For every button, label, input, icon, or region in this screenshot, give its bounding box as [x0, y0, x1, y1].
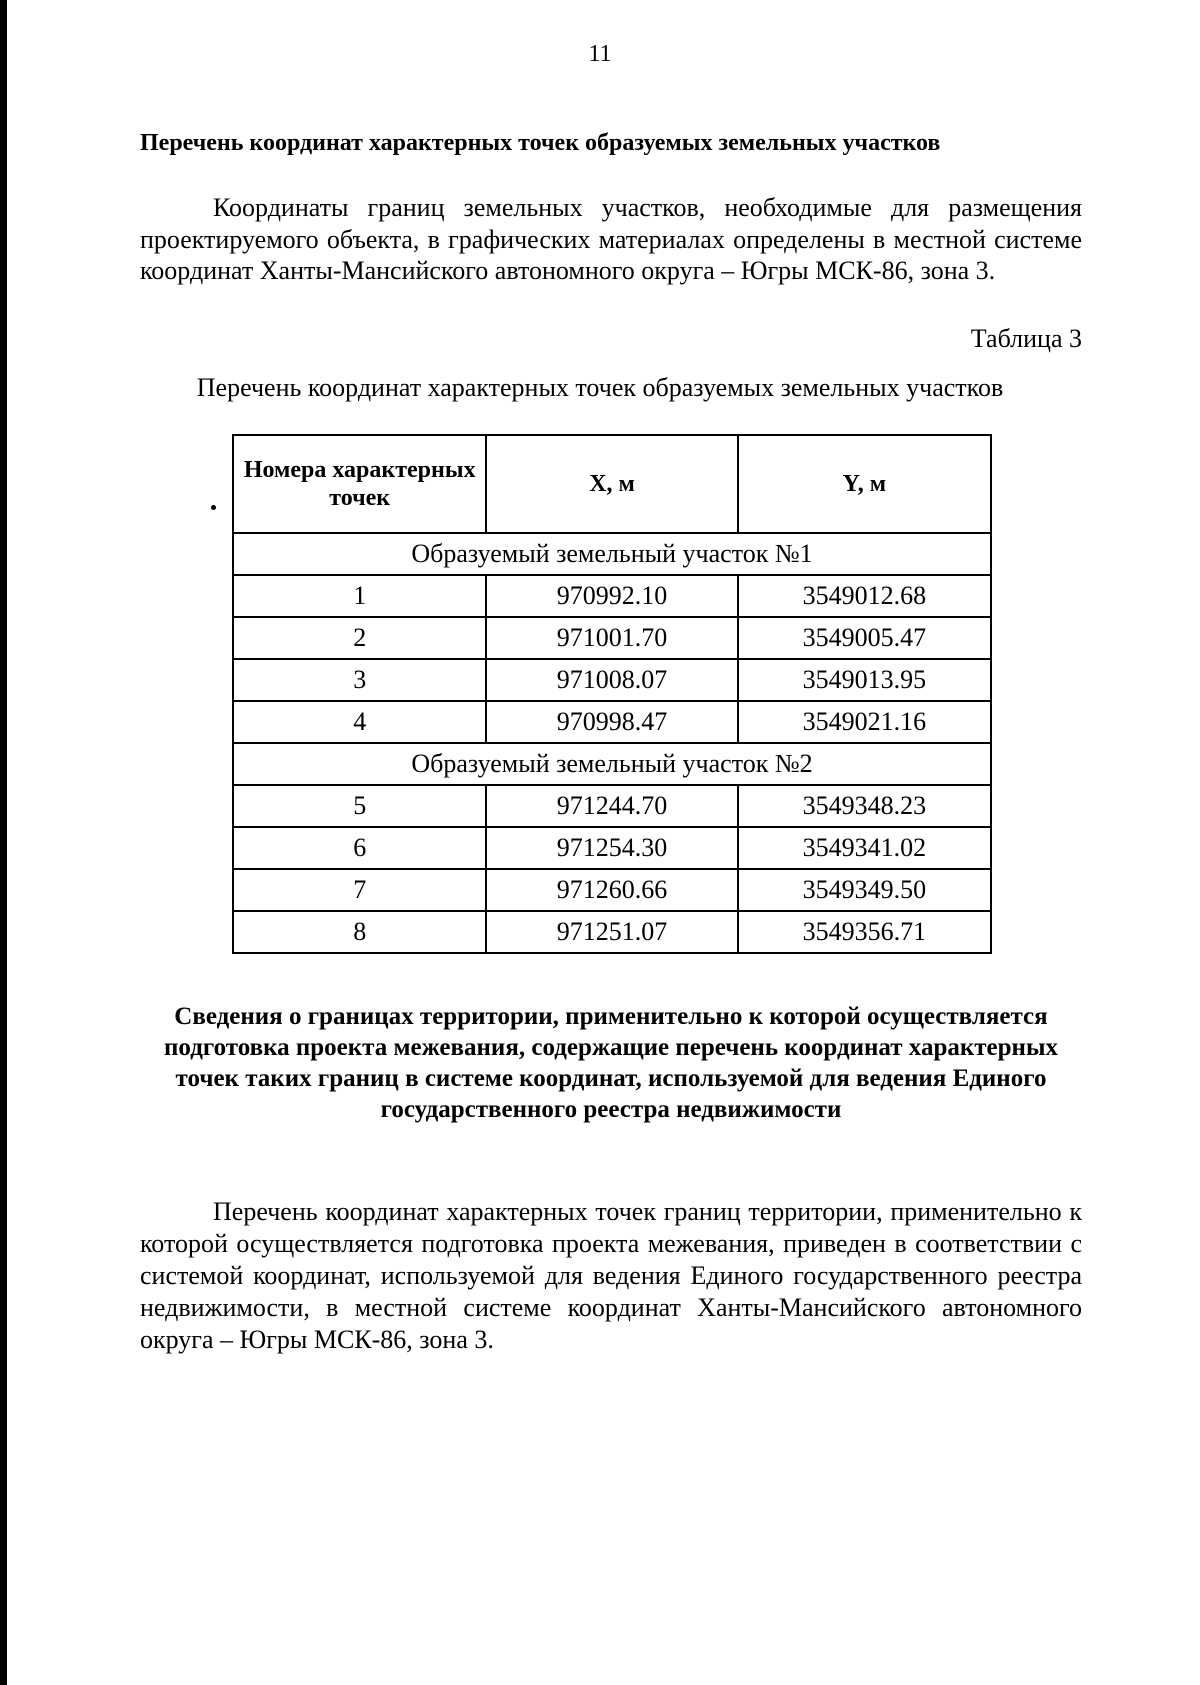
table-label: Таблица 3	[970, 324, 1082, 353]
section-row	[233, 743, 991, 785]
point-number: 8	[233, 911, 486, 953]
table-header-row	[233, 435, 991, 533]
table-caption: Перечень координат характерных точек образуемых земельных участков	[196, 373, 1004, 402]
point-number: 6	[233, 827, 486, 869]
page-number: 11	[588, 41, 612, 67]
table-row	[233, 617, 991, 659]
section-title: Образуемый земельный участок №1	[233, 533, 991, 575]
y-value: 3549005.47	[738, 617, 991, 659]
y-value: 3549021.16	[738, 701, 991, 743]
point-number: 4	[233, 701, 486, 743]
y-value: 3549013.95	[738, 659, 991, 701]
section-row	[233, 533, 991, 575]
table-row	[233, 785, 991, 827]
section-title: Образуемый земельный участок №2	[233, 743, 991, 785]
x-value: 971001.70	[486, 617, 737, 659]
point-number: 7	[233, 869, 486, 911]
y-value: 3549348.23	[738, 785, 991, 827]
point-number: 2	[233, 617, 486, 659]
point-number: 5	[233, 785, 486, 827]
scan-speck	[211, 505, 216, 510]
x-value: 970992.10	[486, 575, 737, 617]
x-value: 971008.07	[486, 659, 737, 701]
header-point-numbers: Номера характерных точек	[233, 435, 486, 533]
point-number: 3	[233, 659, 486, 701]
paragraph-territory-coordinates: Перечень координат характерных точек границ территории, применительно к которой осуществляется подготовка проекта межевания, приведен в соответствии с системой координат, используемой для ведения Единого государственного реестра недвижимости, в местной системе координат Ханты-Мансийского автономного округа – Югры МСК-86, зона 3.	[140, 1197, 1082, 1354]
table-row	[233, 911, 991, 953]
table-row	[233, 869, 991, 911]
table-row	[233, 701, 991, 743]
x-value: 971244.70	[486, 785, 737, 827]
x-value: 971260.66	[486, 869, 737, 911]
section-heading-land-plots: Перечень координат характерных точек образуемых земельных участков	[140, 130, 941, 156]
paragraph-coordinate-system: Координаты границ земельных участков, необходимые для размещения проектируемого объекта, в графических материалах определены в местной системе координат Ханты-Мансийского автономного округа – Югры МСК-86, зона 3.	[140, 193, 1082, 285]
y-value: 3549012.68	[738, 575, 991, 617]
x-value: 971254.30	[486, 827, 737, 869]
header-y: Y, м	[738, 435, 991, 533]
x-value: 971251.07	[486, 911, 737, 953]
y-value: 3549349.50	[738, 869, 991, 911]
x-value: 970998.47	[486, 701, 737, 743]
section-heading-territory-boundaries: Сведения о границах территории, применительно к которой осуществляется подготовка проекта межевания, содержащие перечень координат характерных точек таких границ в системе координат, используемой для ведения Единого государственного реестра недвижимости	[164, 1003, 1058, 1123]
table-row	[233, 659, 991, 701]
y-value: 3549341.02	[738, 827, 991, 869]
table-row	[233, 575, 991, 617]
header-x: X, м	[486, 435, 737, 533]
y-value: 3549356.71	[738, 911, 991, 953]
scan-left-edge	[0, 0, 7, 1685]
coordinates-table	[232, 434, 992, 954]
table-row	[233, 827, 991, 869]
point-number: 1	[233, 575, 486, 617]
